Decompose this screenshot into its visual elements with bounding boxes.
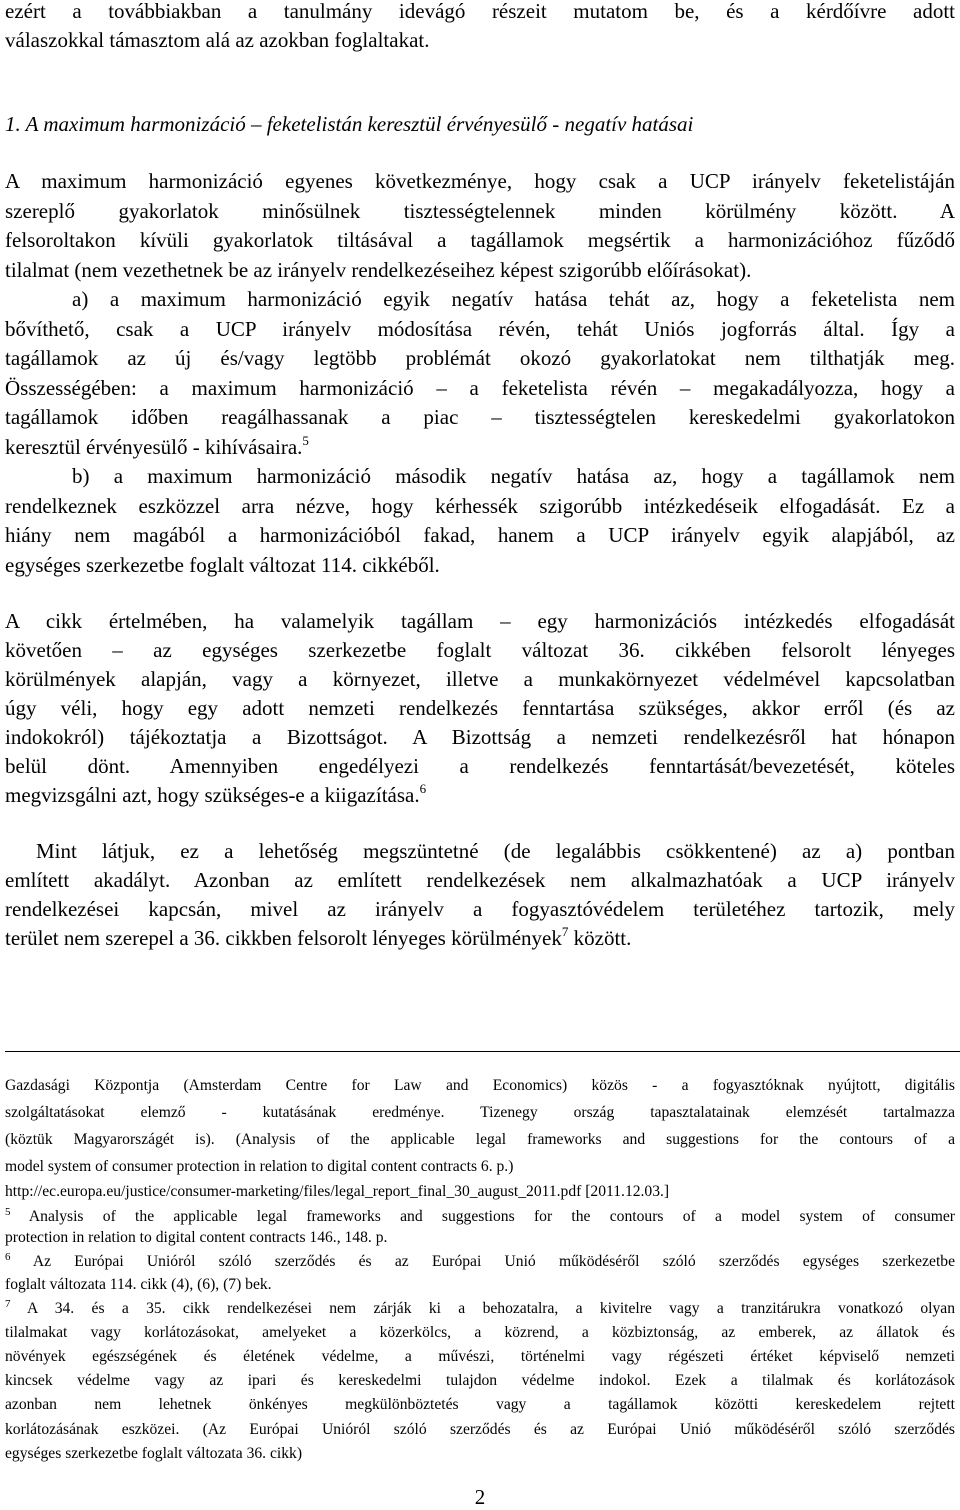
footnote-line: növények egészségének és életének védelme, a művészi, történelmi vagy régészeti értéket képviselő nemzeti <box>5 1348 955 1365</box>
paragraph-line: tilalmat (nem vezethetnek be az irányelv rendelkezéseihez képest szigorúbb előírásokat). <box>5 258 752 282</box>
paragraph-line: belül dönt. Amennyiben engedélyezi a rendelkezés fenntartását/bevezetését, köteles <box>5 754 955 778</box>
paragraph-text: között. <box>568 926 632 950</box>
footnote-number: 5 <box>5 1206 11 1218</box>
paragraph-line: egységes szerkezetbe foglalt változat 114. cikkéből. <box>5 553 440 577</box>
paragraph-line: felsoroltakon kívüli gyakorlatok tiltásával a tagállamok megsértik a harmonizációhoz fűződő <box>5 228 955 252</box>
footnote-line: kincsek védelme vagy az ipari és kereskedelmi tulajdon védelme indokol. Ezek a tilalmak és korlátozások <box>5 1372 955 1389</box>
paragraph-line <box>5 781 955 812</box>
footnote-line <box>5 1206 955 1229</box>
footnote-line: model system of consumer protection in relation to digital content contracts 6. p.) <box>5 1158 514 1175</box>
footnote-ref: 7 <box>561 924 569 939</box>
paragraph-line: A cikk értelmében, ha valamelyik tagállam – egy harmonizációs intézkedés elfogadását <box>5 609 955 633</box>
paragraph-line: Mint látjuk, ez a lehetőség megszüntetné (de legalábbis csökkentené) az a) pontban <box>36 839 955 863</box>
footnote-line: foglalt változata 114. cikk (4), (6), (7) bek. <box>5 1276 272 1293</box>
section-heading: 1. A maximum harmonizáció – feketelistán keresztül érvényesülő - negatív hatásai <box>5 112 694 136</box>
footnote-line: Gazdasági Központja (Amsterdam Centre for Law and Economics) közös - a fogyasztóknak nyújtott, digitális <box>5 1077 955 1094</box>
paragraph-line: rendelkezései kapcsán, mivel az irányelv a fogyasztóvédelem területéhez tartozik, mely <box>5 897 955 921</box>
paragraph-line: a) a maximum harmonizáció egyik negatív hatása tehát az, hogy a feketelista nem <box>72 287 955 311</box>
paragraph-line: követően – az egységes szerkezetbe foglalt változat 36. cikkében felsorolt lényeges <box>5 638 955 662</box>
footnote-ref: 5 <box>302 433 309 448</box>
paragraph-line: körülmények alapján, vagy a környezet, illetve a munkakörnyezet védelmével kapcsolatban <box>5 667 955 691</box>
intro-line: ezért a továbbiakban a tanulmány idevágó részeit mutatom be, és a kérdőívre adott <box>5 0 955 23</box>
footnote-line: protection in relation to digital content contracts 146., 148. p. <box>5 1229 388 1246</box>
paragraph-line: rendelkeznek eszközzel arra nézve, hogy kérhessék szigorúbb intézkedéseik elfogadását. Ez a <box>5 494 955 518</box>
paragraph-line: hiány nem magából a harmonizációból fakad, hanem a UCP irányelv egyik alapjából, az <box>5 523 955 547</box>
footnote-line: http://ec.europa.eu/justice/consumer-marketing/files/legal_report_final_30_august_2011.pdf [2011.12.03.] <box>5 1183 670 1200</box>
footnote-number: 6 <box>5 1251 11 1263</box>
paragraph-line: bővíthető, csak a UCP irányelv módosítása révén, tehát Uniós jogforrás által. Így a <box>5 317 955 341</box>
footnote-line: azonban nem lehetnek önkényes megkülönböztetés vagy a tagállamok közötti kereskedelem rejtett <box>5 1396 955 1413</box>
footnote-number: 7 <box>5 1298 11 1310</box>
paragraph-text: keresztül érvényesülő - kihívásaira. <box>5 435 303 459</box>
paragraph-line: A maximum harmonizáció egyenes következménye, hogy csak a UCP irányelv feketelistáján <box>5 169 955 193</box>
paragraph-text: terület nem szerepel a 36. cikkben felsorolt lényeges körülmények <box>5 926 562 950</box>
footnote-line: korlátozásának eszközei. (Az Európai Unióról szóló szerződés és az Európai Unió működéséről szóló szerződés <box>5 1421 955 1438</box>
page-number: 2 <box>474 1485 486 1509</box>
intro-line: válaszokkal támasztom alá az azokban foglaltakat. <box>5 28 430 52</box>
paragraph-line: indokokról) tájékoztatja a Bizottságot. A Bizottság a nemzeti rendelkezésről hat hónapon <box>5 725 955 749</box>
footnote-line: (köztük Magyarországét is). (Analysis of the applicable legal frameworks and suggestions for the contours of a <box>5 1131 955 1148</box>
footnote-line: szolgáltatásokat elemző - kutatásának eredménye. Tizenegy ország tapasztalatainak elemzését tartalmazza <box>5 1104 955 1121</box>
footnote-separator <box>5 1051 960 1052</box>
paragraph-line: úgy véli, hogy egy adott nemzeti rendelkezés fenntartása szükséges, akkor erről (és az <box>5 696 955 720</box>
paragraph-line: említett akadályt. Azonban az említett rendelkezések nem alkalmazhatóak a UCP irányelv <box>5 868 955 892</box>
paragraph-line: tagállamok az új és/vagy legtöbb problémát okozó gyakorlatokat nem tilthatják meg. <box>5 346 955 370</box>
footnote-text: A 34. és a 35. cikk rendelkezései nem zárják ki a behozatalra, a kivitelre vagy a tranzitárukra vonatkozó olyan <box>10 1300 955 1317</box>
footnote-line <box>5 1251 955 1274</box>
paragraph-line: tagállamok időben reagálhassanak a piac – tisztességtelen kereskedelmi gyakorlatokon <box>5 405 955 429</box>
footnote-ref: 6 <box>419 781 427 796</box>
footnote-line: egységes szerkezetbe foglalt változata 36. cikk) <box>5 1445 303 1462</box>
paragraph-line <box>5 433 955 464</box>
footnote-text: Az Európai Unióról szóló szerződés és az Európai Unió működéséről szóló szerződés egységes szerkezetbe <box>10 1253 955 1270</box>
paragraph-line: Összességében: a maximum harmonizáció – a feketelista révén – megakadályozza, hogy a <box>5 376 955 400</box>
paragraph-line: szereplő gyakorlatok minősülnek tisztességtelennek minden körülmény között. A <box>5 199 955 223</box>
footnote-text: Analysis of the applicable legal frameworks and suggestions for the contours of a model system of consumer <box>10 1208 955 1225</box>
paragraph-line: b) a maximum harmonizáció második negatív hatása az, hogy a tagállamok nem <box>72 464 955 488</box>
paragraph-line <box>5 924 955 955</box>
paragraph-text: megvizsgálni azt, hogy szükséges-e a kiigazítása. <box>5 783 420 807</box>
footnote-line <box>5 1298 955 1321</box>
footnote-line: tilalmakat vagy korlátozásokat, amelyeket a közerkölcs, a közrend, a közbiztonság, az emberek, az állatok és <box>5 1324 955 1341</box>
